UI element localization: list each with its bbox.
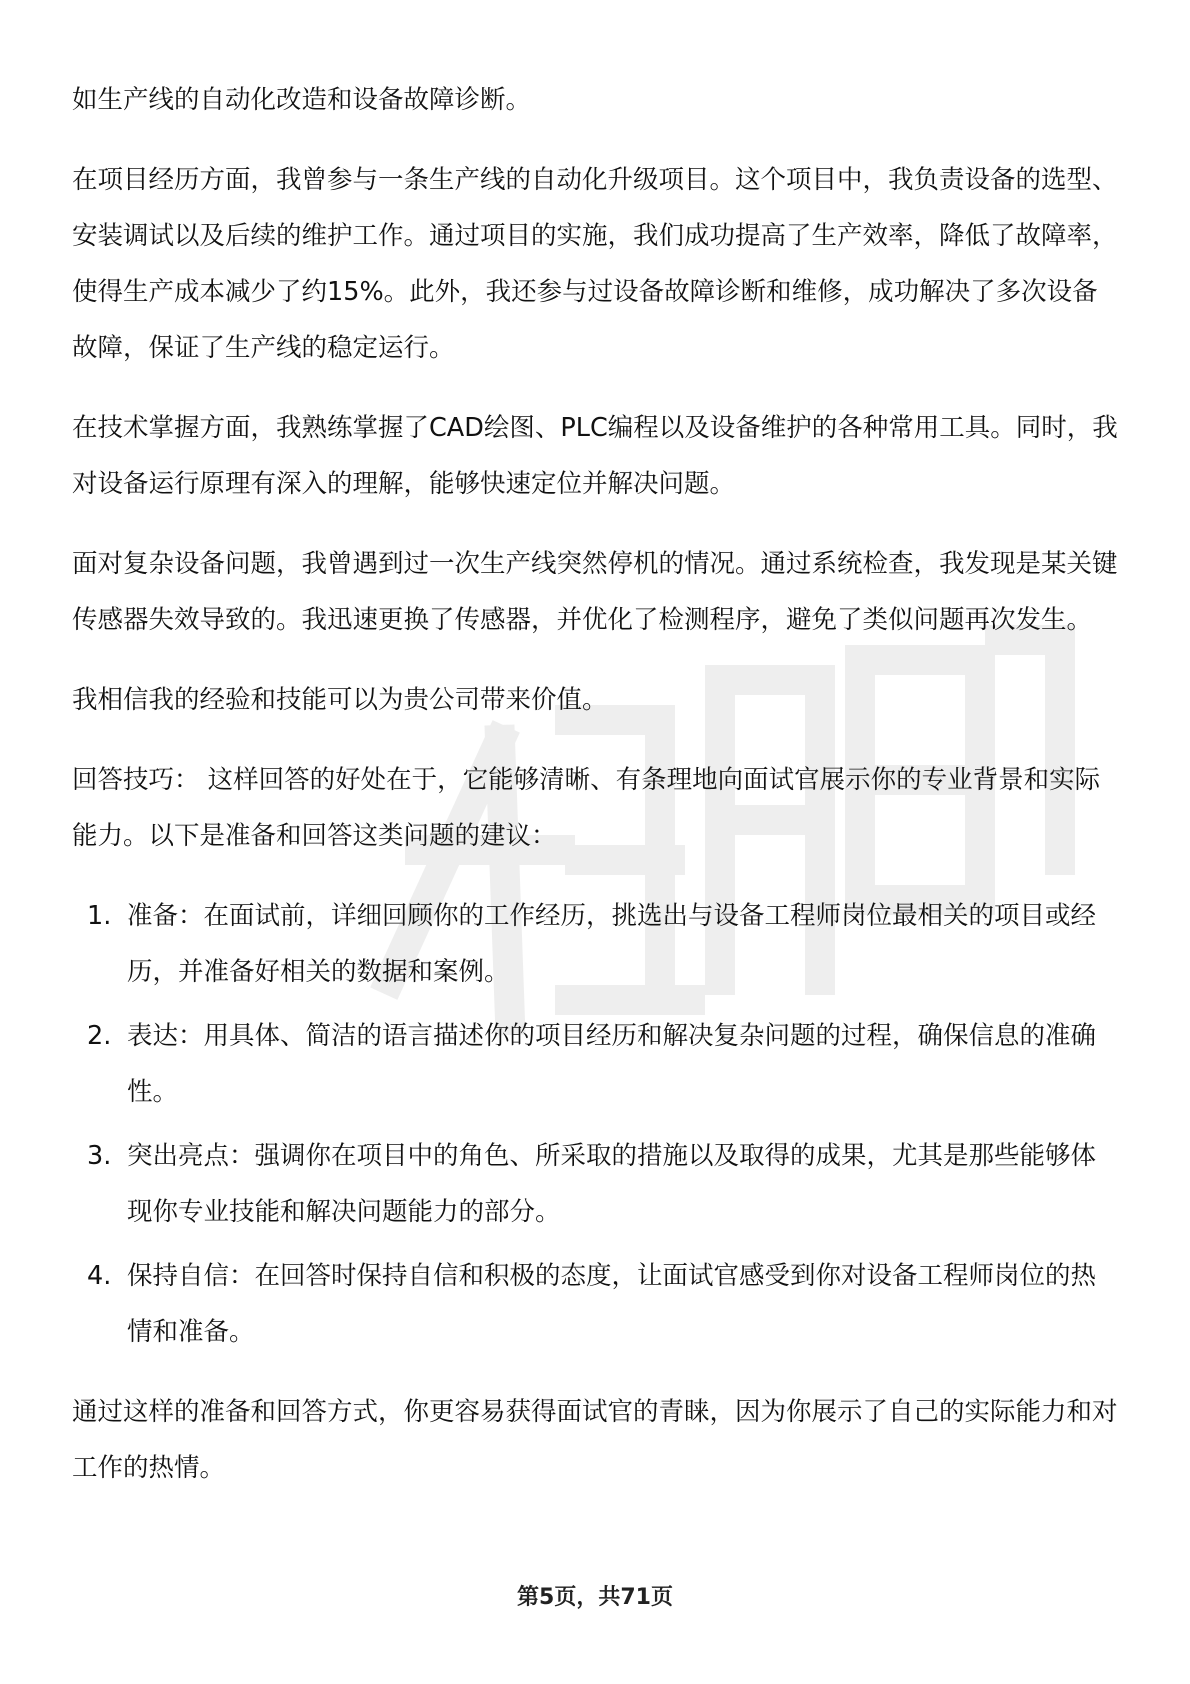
paragraph-value-statement: 我相信我的经验和技能可以为贵公司带来价值。	[72, 685, 608, 715]
page-number-footer: 第5页，共71页	[517, 1585, 673, 1610]
advice-list	[72, 888, 1120, 1360]
list-item	[72, 1008, 1120, 1120]
document-body	[72, 72, 1120, 1520]
paragraph-project-experience: 在项目经历方面，我曾参与一条生产线的自动化升级项目。这个项目中，我负责设备的选型、安装调试以及后续的维护工作。通过项目的实施，我们成功提高了生产效率，降低了故障率，使得生产成本减少了约15%。此外，我还参与过设备故障诊断和维修，成功解决了多次设备故障，保证了生产线的稳定运行。	[72, 165, 1118, 363]
paragraph-conclusion: 通过这样的准备和回答方式，你更容易获得面试官的青睐，因为你展示了自己的实际能力和对工作的热情。	[72, 1397, 1118, 1483]
list-item-text: 突出亮点：强调你在项目中的角色、所采取的措施以及取得的成果，尤其是那些能够体现你专业技能和解决问题能力的部分。	[127, 1141, 1097, 1227]
paragraph-complex-problem: 面对复杂设备问题，我曾遇到过一次生产线突然停机的情况。通过系统检查，我发现是某关键传感器失效导致的。我迅速更换了传感器，并优化了检测程序，避免了类似问题再次发生。	[72, 549, 1118, 635]
list-item-text: 表达：用具体、简洁的语言描述你的项目经历和解决复杂问题的过程，确保信息的准确性。	[127, 1021, 1097, 1107]
list-item-number: 3.	[87, 1141, 112, 1171]
paragraph-technical-skills: 在技术掌握方面，我熟练掌握了CAD绘图、PLC编程以及设备维护的各种常用工具。同时，我对设备运行原理有深入的理解，能够快速定位并解决问题。	[72, 413, 1118, 499]
list-item-number: 2.	[87, 1021, 112, 1051]
list-item	[72, 1248, 1120, 1360]
list-item	[72, 1128, 1120, 1240]
list-item-number: 4.	[87, 1261, 112, 1291]
paragraph-answer-tips: 回答技巧： 这样回答的好处在于，它能够清晰、有条理地向面试官展示你的专业背景和实际能力。以下是准备和回答这类问题的建议：	[72, 765, 1101, 851]
list-item	[72, 888, 1120, 1000]
list-item-number: 1.	[87, 901, 112, 931]
list-item-text: 准备：在面试前，详细回顾你的工作经历，挑选出与设备工程师岗位最相关的项目或经历，并准备好相关的数据和案例。	[127, 901, 1097, 987]
paragraph-intro-continuation: 如生产线的自动化改造和设备故障诊断。	[72, 85, 532, 115]
list-item-text: 保持自信：在回答时保持自信和积极的态度，让面试官感受到你对设备工程师岗位的热情和准备。	[127, 1261, 1097, 1347]
